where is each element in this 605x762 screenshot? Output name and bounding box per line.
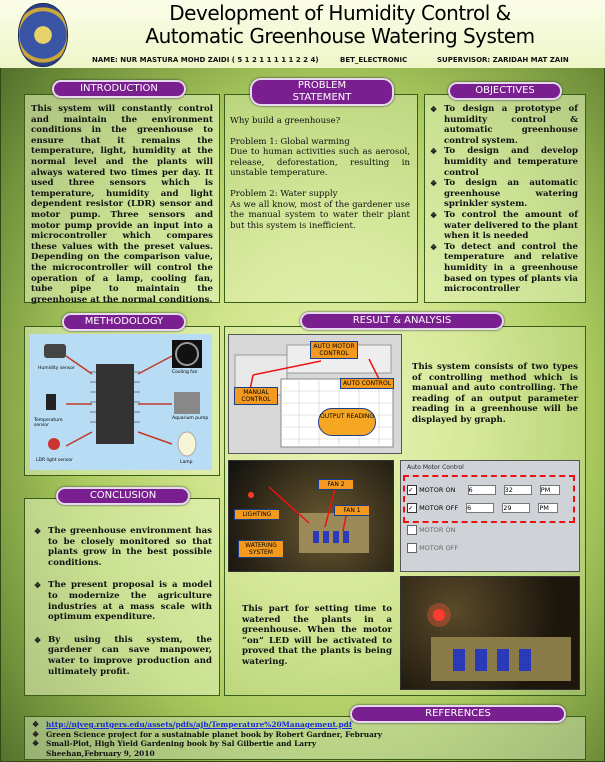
objectives-list bbox=[430, 104, 578, 295]
objective-item: ❖ To design a prototype of humidity control & automatic greenhouse control system. bbox=[430, 104, 578, 146]
conclusion-item: ❖ By using this system, the gardener can save manpower, water to improve production and ultimately profit. bbox=[34, 635, 212, 677]
reference-item: ❖ Green Science project for a sustainable planet book by Robert Gardner, February bbox=[32, 730, 392, 740]
motor-row-4-label: MOTOR OFF bbox=[419, 544, 459, 552]
author-name: NAME: NUR MASTURA MOHD ZAIDI ( 5 1 2 1 1 1 1 1 2 2 4) bbox=[92, 56, 319, 64]
motor-row-2 bbox=[407, 503, 558, 513]
pump-shape bbox=[174, 392, 200, 414]
motor-row-4-checkbox[interactable] bbox=[407, 543, 417, 553]
results-heading: RESULT & ANALYSIS bbox=[300, 312, 504, 330]
callout-fan-2: FAN 2 bbox=[318, 479, 354, 490]
callout-auto: AUTO CONTROL bbox=[340, 378, 394, 389]
motor-row-1-ampm[interactable]: PM bbox=[540, 485, 560, 495]
objective-item: ❖ To design and develop humidity and temperature control bbox=[430, 146, 578, 178]
conclusion-item: ❖ The greenhouse environment has to be closely monitored so that plants grow in the best possible conditions. bbox=[34, 526, 212, 568]
lamp-shape bbox=[178, 432, 196, 456]
methodology-heading: METHODOLOGY bbox=[62, 313, 186, 331]
motor-row-1 bbox=[407, 485, 560, 495]
motor-panel-title: Auto Motor Control bbox=[407, 464, 464, 471]
motor-control-panel bbox=[400, 460, 580, 572]
objective-item: ❖ To detect and control the temperature and relative humidity in a greenhouse based on types of plants via microcontroller bbox=[430, 242, 578, 295]
conclusion-list bbox=[34, 526, 212, 677]
title-line-1: Development of Humidity Control & bbox=[169, 1, 511, 25]
problem-2-text: As we all know, most of the gardener use the manual system to water their plant but this system is inefficient. bbox=[230, 199, 410, 231]
university-logo bbox=[18, 3, 68, 67]
led-photo bbox=[400, 576, 580, 690]
title-line-2: Automatic Greenhouse Watering System bbox=[145, 24, 535, 48]
results-description-1: This system consists of two types of controlling method which is manual and auto controlling. The reading of an output parameter reading in a greenhouse will be displayed by graph. bbox=[412, 362, 578, 425]
block-diagram-svg bbox=[30, 334, 212, 470]
poster-header bbox=[0, 0, 605, 68]
motor-row-1-minute[interactable]: 32 bbox=[504, 485, 532, 495]
motor-row-1-hour[interactable]: 6 bbox=[468, 485, 496, 495]
humidity-sensor-shape bbox=[44, 344, 66, 358]
callout-lighting: LIGHTING bbox=[234, 509, 280, 520]
motor-row-2-minute[interactable]: 29 bbox=[502, 503, 530, 513]
objectives-heading: OBJECTIVES bbox=[448, 82, 562, 100]
callout-auto-motor: AUTO MOTOR CONTROL bbox=[310, 341, 358, 359]
motor-row-2-ampm[interactable]: PM bbox=[538, 503, 558, 513]
problem-content bbox=[230, 116, 410, 231]
temperature-sensor-shape bbox=[46, 394, 56, 410]
objective-item: ❖ To control the amount of water delivered to the plant when it is needed bbox=[430, 210, 578, 242]
motor-row-3 bbox=[407, 525, 455, 535]
motor-row-4 bbox=[407, 543, 458, 553]
conclusion-item: ❖ The present proposal is a model to modernize the agriculture industries at a mass scale with optimum expenditure. bbox=[34, 580, 212, 622]
callout-watering: WATERING SYSTEM bbox=[238, 540, 284, 558]
objective-item: ❖ To design an automatic greenhouse watering sprinkler system. bbox=[430, 178, 578, 210]
supervisor-label: SUPERVISOR: ZARIDAH MAT ZAIN bbox=[437, 56, 569, 64]
problem-question: Why build a greenhouse? bbox=[230, 116, 341, 126]
humidity-sensor-label: Humidity sensor bbox=[38, 366, 75, 371]
problem-heading-line-1: PROBLEM bbox=[297, 80, 347, 91]
introduction-text: This system will constantly control and maintain the environment conditions in the greenhouse to ensure that it remains the temperature, light, humidity at the normal level and the plants will always watered two times per day. It used three sensors which is temperature, humidity and light dependent resistor (LDR) sensor and motor pump. Three sensors and motor pump provide an input into a microcontroller which compares these values with the preset values. Depending on the comparison value, the microcontroller will control the operation of a lamp, cooling fan, tube pipe to maintain the greenhouse at the normal conditions. bbox=[31, 104, 213, 305]
references-heading: REFERENCES bbox=[350, 705, 566, 723]
reference-link[interactable] bbox=[32, 720, 392, 730]
poster-title bbox=[80, 2, 600, 48]
motor-row-3-checkbox[interactable] bbox=[407, 525, 417, 535]
problem-1-text: Due to human activities such as aerosol, release, deforestation, resulting in unstable temperature. bbox=[230, 147, 410, 179]
problem-heading bbox=[250, 78, 394, 106]
results-description-2: This part for setting time to watered the plants in a greenhouse. When the motor “on” LED will be activated to proved that the plants is being watering. bbox=[242, 604, 392, 667]
motor-row-3-label: MOTOR ON bbox=[419, 526, 456, 534]
motor-row-1-label: MOTOR ON bbox=[419, 486, 456, 494]
motor-row-2-label: MOTOR OFF bbox=[419, 504, 459, 512]
callout-output: OUTPUT READING bbox=[318, 408, 376, 436]
motor-row-1-checkbox[interactable]: ✓ bbox=[407, 485, 417, 495]
ldr-sensor-shape bbox=[48, 438, 60, 450]
callout-fan-1: FAN 1 bbox=[334, 505, 370, 516]
introduction-heading: INTRODUCTION bbox=[52, 80, 186, 98]
problem-heading-line-2: STATEMENT bbox=[292, 92, 352, 103]
callout-manual: MANUAL CONTROL bbox=[234, 387, 278, 405]
problem-2-title: Problem 2: Water supply bbox=[230, 188, 338, 199]
references-list bbox=[32, 720, 392, 758]
program-label: BET_ELECTRONIC bbox=[340, 56, 408, 64]
ldr-sensor-label: LDR light sensor bbox=[36, 458, 73, 463]
motor-row-2-checkbox[interactable]: ✓ bbox=[407, 503, 417, 513]
pump-label: Aquarium pump bbox=[172, 416, 209, 421]
motor-highlight-frame bbox=[403, 475, 575, 523]
lamp-label: Lamp bbox=[180, 460, 193, 465]
temperature-sensor-label: Temperature sensor bbox=[34, 418, 63, 428]
motor-row-2-hour[interactable]: 6 bbox=[466, 503, 494, 513]
microcontroller-chip bbox=[96, 364, 134, 444]
fan-label: Cooling fan bbox=[172, 370, 198, 375]
problem-1-title: Problem 1: Global warming bbox=[230, 136, 350, 147]
reference-item: ❖ Small-Plot, High Yield Gardening book by Sal Gilbertie and Larry Sheehan,February 9, 2010 bbox=[32, 739, 392, 758]
methodology-diagram bbox=[30, 334, 212, 470]
conclusion-heading: CONCLUSION bbox=[56, 487, 190, 505]
reference-link-text[interactable]: http://njveg.rutgers.edu/assets/pdfs/ajb/Temperature%20Management.pdf bbox=[46, 720, 353, 729]
